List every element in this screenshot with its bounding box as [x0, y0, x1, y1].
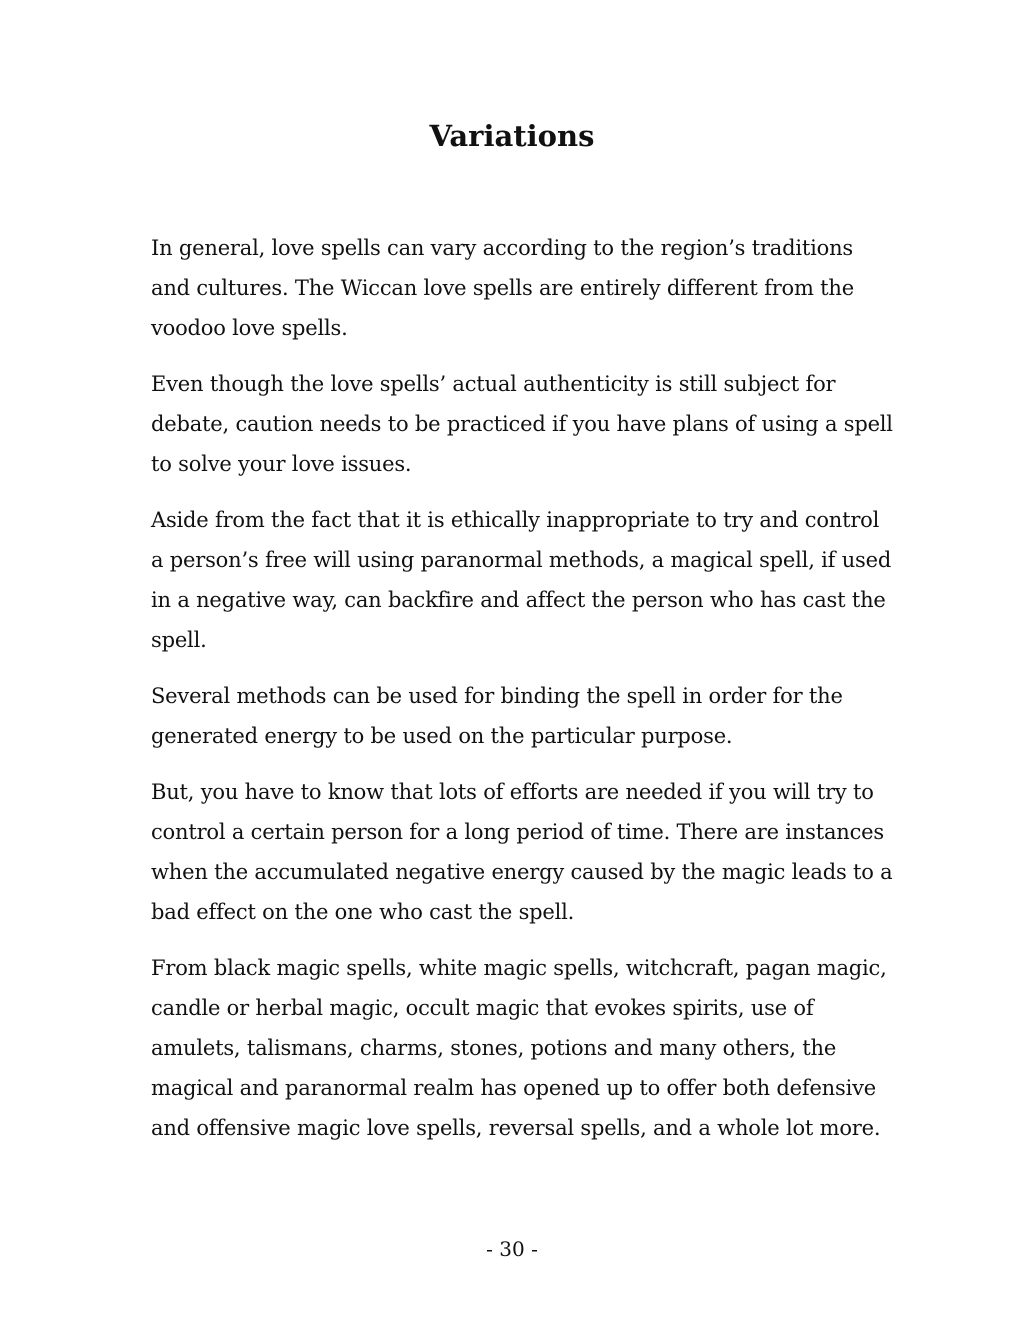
text-line: control a certain person for a long period of time. There are instances	[151, 820, 884, 844]
text-line: Even though the love spells’ actual authenticity is still subject for	[151, 372, 836, 396]
body-text	[151, 228, 893, 1164]
text-line: candle or herbal magic, occult magic that evokes spirits, use of	[151, 996, 814, 1020]
paragraph-2	[151, 364, 893, 484]
text-line: From black magic spells, white magic spells, witchcraft, pagan magic,	[151, 956, 887, 980]
text-line: spell.	[151, 628, 207, 652]
text-line: debate, caution needs to be practiced if you have plans of using a spell	[151, 412, 893, 436]
text-line: in a negative way, can backfire and affect the person who has cast the	[151, 588, 886, 612]
text-line: and cultures. The Wiccan love spells are entirely different from the	[151, 276, 854, 300]
text-line: and offensive magic love spells, reversal spells, and a whole lot more.	[151, 1116, 881, 1140]
text-line: voodoo love spells.	[151, 316, 348, 340]
text-line: magical and paranormal realm has opened up to offer both defensive	[151, 1076, 876, 1100]
text-line: when the accumulated negative energy caused by the magic leads to a	[151, 860, 893, 884]
text-line: In general, love spells can vary according to the region’s traditions	[151, 236, 853, 260]
paragraph-6	[151, 948, 887, 1148]
paragraph-4	[151, 676, 881, 756]
page-number: - 30 -	[486, 1237, 538, 1261]
paragraph-1	[151, 228, 881, 348]
text-line: to solve your love issues.	[151, 452, 412, 476]
text-line: Several methods can be used for binding the spell in order for the	[151, 684, 843, 708]
text-line: a person’s free will using paranormal methods, a magical spell, if used	[151, 548, 892, 572]
text-line: amulets, talismans, charms, stones, potions and many others, the	[151, 1036, 837, 1060]
text-line: But, you have to know that lots of efforts are needed if you will try to	[151, 780, 874, 804]
text-line: Aside from the fact that it is ethically inappropriate to try and control	[151, 508, 880, 532]
text-line: generated energy to be used on the particular purpose.	[151, 724, 733, 748]
paragraph-3	[151, 500, 892, 660]
text-line: bad effect on the one who cast the spell.	[151, 900, 575, 924]
page-title: Variations	[429, 119, 595, 153]
paragraph-5	[151, 772, 893, 932]
